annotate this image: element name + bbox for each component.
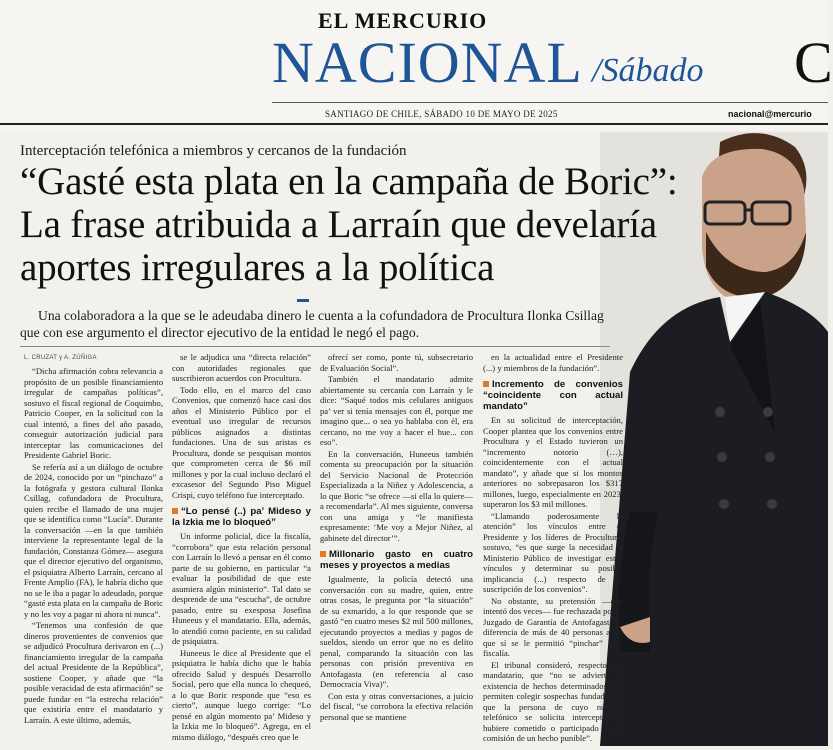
subheading: Millonario gasto en cuatro meses y proyectos a medias bbox=[320, 549, 473, 571]
subheading: “Lo pensé (..) pa’ Mideso y la Izkia me lo bloqueó” bbox=[172, 506, 311, 528]
section-email: nacional@mercurio bbox=[728, 109, 812, 119]
paragraph: Huneeus le dice al Presidente que el psiquiatra le había dicho que le había ofrecido Salud y después Desarrollo Social, pero que ella nunca lo chequeó, a lo que Boric responde que “eso es cierto”, aunque luego corrige: “Lo pensé en algún momento pa’ Mideso y la Izkia me lo bloqueó”. Agrega, en el mismo diálogo, “después creo que le bbox=[172, 647, 311, 742]
column-2 bbox=[172, 352, 311, 743]
article-headline: “Gasté esta plata en la campaña de Boric”: La frase atribuida a Larraín que develaría aportes irregulares a la política bbox=[20, 160, 678, 289]
masthead-bottom-rule bbox=[0, 123, 828, 125]
paragraph: En su solicitud de interceptación, Cooper plantea que los convenios entre Procultura y el Estado tuvieron un “incremento notorio (…), coincidentemente con el actual mandato”, y añade que si los montos anteriores no sobrepasaron los $317 millones, luego, especialmente en 2023, superaron los $3 mil millones. bbox=[483, 415, 623, 509]
paragraph: El tribunal consideró, respecto del mandatario, que “no se advierte la existencia de hechos determinados que permiten colegir sospechas fundadas de que la persona de cuyo número telefónico se solicita interceptación, hubiere cometido o participado en la comisión de un hecho punible”. bbox=[483, 659, 623, 743]
paragraph: Se refería así a un diálogo de octubre de 2024, conocido por un “pinchazo” a la fotógrafa y gestora cultural Ilonka Csillag, cofundadora de Procultura, quien recibe el llamado de una mujer que se identifica como “Lucía”. Durante la conversación —en la que también interviene la representante legal de la fundación, Constanza Gómez— asegura que el director ejecutivo del organismo, el psiquiatra Alberto Larraín, cercano al Frente Amplio (FA), le habría dicho que no se le iba a pagar lo adeudado, porque “gasté esta plata en la campaña de Boric y no les voy a pagar ni ahora ni nunca”. bbox=[24, 461, 163, 619]
paragraph: “Dicha afirmación cobra relevancia a propósito de un posible financiamiento irregular de campañas políticas”, sostuvo el fiscal regional de Coquimbo, Patricio Cooper, en la solicitud con la cual intentó, a fines del año pasado, conseguir autorización judicial para interceptar las comunicaciones del Presidente Gabriel Boric. bbox=[24, 366, 163, 460]
article-deck: Una colaboradora a la que se le adeudaba dinero le cuenta a la cofundadora de Procultura Ilonka Csillag que con ese argumento el director ejecutivo de la entidad le negó el pago. bbox=[20, 308, 604, 340]
paragraph: “Tenemos una confesión de que dineros provenientes de convenios que se adjudicó Procultura derivaron en (...) financiamiento irregular de la campaña del actual Presidente de la República”, sostiene Cooper, y añade que “la posible veracidad de esta afirmación” se puede fundar en “la estrecha relación” que existiría entre el mandatario y Larraín. A este último, además, bbox=[24, 620, 163, 725]
deck-rule bbox=[20, 346, 610, 347]
paper-name: EL MERCURIO bbox=[318, 8, 488, 33]
paragraph: ofrecí ser como, ponte tú, subsecretario de Evaluación Social”. bbox=[320, 352, 473, 373]
subheading: Incremento de convenios “coincidente con actual mandato” bbox=[483, 379, 623, 412]
masthead bbox=[0, 0, 833, 130]
square-bullet-icon bbox=[172, 508, 178, 514]
paragraph: “Llamando poderosamente la atención” los vínculos entre el Presidente y los líderes de Procultura, sostuvo, “es que surge la necesidad al Ministerio Público de investigar estos vínculos y determinar su posible implicancia (...) respecto de la suscripción de los convenios”. bbox=[483, 510, 623, 594]
paragraph: Un informe policial, dice la fiscalía, “corrobora” que esta relación personal con Larraín lo llevó a pensar en él como parte de su gobierno, en particular “a evaluar la posibilidad de que este asumiera algún ministerio”. Tal dato se desprende de una “escucha”, de octubre pasado, entre su exesposa Josefina Huneeus y el mandatario. Ella, además, lo atendió como paciente, en su calidad de psiquiatra. bbox=[172, 531, 311, 646]
paragraph: se le adjudica una “directa relación” con autoridades regionales que suscribieron acuerdos con Procultura. bbox=[172, 352, 311, 383]
paragraph: En la conversación, Huneeus también comenta su preocupación por la situación del Servicio Nacional de Protección Especializada a la Niñez y Adolescencia, a lo que Boric “se ofrece —si ella lo quiere— a recomendarla”. Al mes siguiente, conversa con una amiga y “le manifiesta expresamente: ‘Me voy a Mejor Niñez, al gabinete del director’”. bbox=[320, 448, 473, 543]
paragraph: No obstante, su pretensión —que intentó dos veces— fue rechazada por el Juzgado de Garantía de Antofagasta, a diferencia de más de 40 personas a las que sí se le permitió “pinchar” a la fiscalía. bbox=[483, 595, 623, 658]
next-section-letter: C bbox=[794, 30, 833, 95]
section-title: NACIONAL bbox=[272, 30, 583, 95]
section-day: /Sábado bbox=[592, 52, 704, 89]
paragraph: Todo ello, en el marco del caso Convenios, que comenzó hace casi dos años el Ministerio Público por el eventual uso irregular de recursos públicos asignados a distintas fundaciones. Una de sus aristas es Procultura, donde se pesquisan montos que comprometen cerca de $6 mil millones y por la cual incluso declaró el excasesor del Segundo Piso Miguel Crispi, cuyo teléfono fue interceptado. bbox=[172, 384, 311, 500]
square-bullet-icon bbox=[320, 551, 326, 557]
paragraph: También el mandatario admite abiertamente su cercanía con Larraín y le dice: “Saqué todos mis celulares antiguos pa’ ver si tenía mensajes con él, porque me imagino que... o sea yo hablaba con él, era cercano, no me voy a hacer el hue... con eso”. bbox=[320, 374, 473, 447]
article-kicker: Interceptación telefónica a miembros y cercanos de la fundación bbox=[20, 143, 407, 159]
column-3 bbox=[320, 352, 473, 723]
square-bullet-icon bbox=[483, 381, 489, 387]
paragraph: Con esta y otras conversaciones, a juicio del fiscal, “se corrobora la efectiva relación personal que se mantiene bbox=[320, 690, 473, 722]
deck-accent-bar bbox=[297, 299, 309, 302]
column-4 bbox=[483, 352, 623, 745]
paragraph: en la actualidad entre el Presidente (...) y miembros de la fundación”. bbox=[483, 352, 623, 373]
masthead-rule bbox=[272, 102, 828, 103]
byline: L. CRUZAT y A. ZÚÑIGA bbox=[24, 355, 97, 361]
paragraph: Igualmente, la policía detectó una conversación con su madre, quien, entre otras cosas, le pregunta por “la situación” de su exmarido, a lo que responde que se gastó “en cuatro meses $2 mil 500 millones, ejecutando proyectos a medias y pagos de sueldos, siendo un error que no es delito penal, comparando la situación con las personas con prisión preventiva en Antofagasta (en referencia al caso Democracia Viva)”. bbox=[320, 574, 473, 689]
dateline: SANTIAGO DE CHILE, SÁBADO 10 DE MAYO DE 2025 bbox=[325, 109, 558, 119]
column-1 bbox=[24, 366, 163, 726]
